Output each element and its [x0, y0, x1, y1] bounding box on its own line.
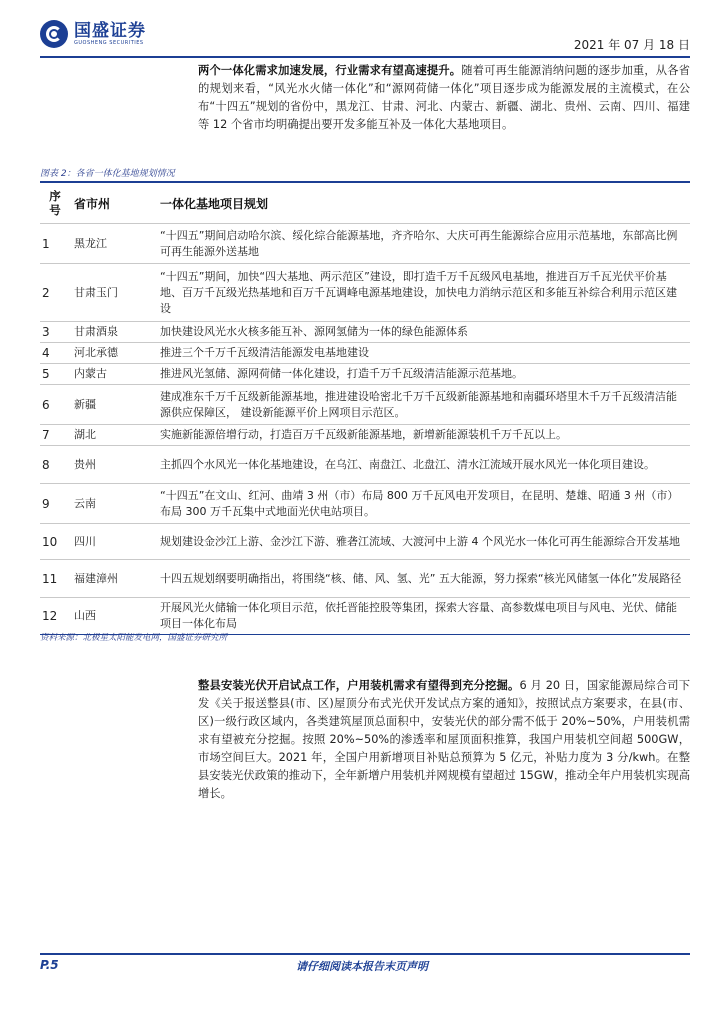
integration-base-table — [40, 181, 690, 635]
row-province: 四川 — [74, 534, 96, 548]
row-plan: 加快建设风光水火核多能互补、源网氢储为一体的绿色能源体系 — [160, 325, 468, 338]
row-no: 8 — [42, 457, 50, 472]
row-plan: “十四五”在文山、红河、曲靖 3 州（市）布局 800 万千瓦风电开发项目，在昆明、楚雄、昭通 3 州（市）布局 300 万千瓦集中式地面光伏电站项目。 — [160, 488, 679, 518]
row-plan: 规划建设金沙江上游、金沙江下游、雅砻江流域、大渡河中上游 4 个风光水一体化可再生能源综合开发基地 — [160, 534, 680, 548]
row-no: 12 — [42, 609, 58, 623]
table-row — [40, 425, 690, 446]
row-no: 11 — [42, 571, 58, 586]
row-province: 内蒙古 — [74, 367, 107, 380]
page-header — [40, 20, 690, 56]
row-no: 6 — [42, 397, 50, 412]
brand-name-en: GUOSHENG SECURITIES — [74, 40, 144, 46]
row-plan: “十四五”期间启动哈尔滨、绥化综合能源基地，齐齐哈尔、大庆可再生能源综合应用示范基地，东部高比例可再生能源外送基地 — [160, 228, 678, 258]
report-date: 2021 年 07 月 18 日 — [573, 38, 690, 52]
header-plan: 一体化基地项目规划 — [160, 196, 269, 211]
row-no: 9 — [42, 496, 50, 511]
page-number: P.5 — [40, 958, 59, 972]
figure-source: 资料来源：北极星太阳能发电网，国盛证券研究所 — [40, 633, 228, 643]
table-row — [40, 264, 690, 322]
row-province: 甘肃酒泉 — [74, 325, 118, 338]
row-no: 1 — [42, 236, 50, 251]
paragraph-body: 随着可再生能源消纳问题的逐步加重，从各省的规划来看，“风光水火储一体化”和“源网荷储一体化”项目逐步成为能源发展的主流模式，在公布“十四五”规划的省份中，黑龙江、甘肃、河北、内蒙古、新疆、湖北、贵州、云南、四川、福建等 12 个省市均明确提出要开发多能互补及一体化大基地项目。 — [198, 64, 690, 131]
brand-name-cn: 国盛证券 — [74, 21, 146, 41]
row-no: 5 — [42, 367, 50, 381]
row-province: 甘肃玉门 — [74, 285, 118, 299]
brand-logo — [40, 20, 146, 48]
table-row — [40, 446, 690, 484]
figure-caption: 图表 2：各省一体化基地规划情况 — [40, 169, 175, 179]
table-row — [40, 598, 690, 635]
row-no: 7 — [42, 428, 50, 442]
table-header-row — [40, 183, 690, 224]
header-no: 序号 — [49, 189, 61, 217]
row-plan: 建成准东千万千瓦级新能源基地，推进建设哈密北千万千瓦级新能源基地和南疆环塔里木千万千瓦级清洁能源供应保障区， 建设新能源平价上网项目示范区。 — [160, 389, 677, 419]
row-plan: 主抓四个水风光一体化基地建设，在乌江、南盘江、北盘江、清水江流域开展水风光一体化项目建设。 — [160, 457, 655, 471]
row-no: 4 — [42, 346, 50, 360]
row-plan: 推进风光氢储、源网荷储一体化建设，打造千万千瓦级清洁能源示范基地。 — [160, 367, 523, 380]
table-row — [40, 524, 690, 560]
row-no: 3 — [42, 325, 50, 339]
footer-disclaimer: 请仔细阅读本报告末页声明 — [296, 960, 428, 973]
table-row — [40, 343, 690, 364]
row-province: 福建漳州 — [74, 571, 118, 585]
paragraph-rooftop-pv — [198, 677, 690, 803]
brand-logo-icon — [40, 20, 68, 48]
header-province: 省市州 — [74, 196, 111, 211]
row-province: 云南 — [74, 496, 96, 510]
table-row — [40, 560, 690, 598]
table-row — [40, 364, 690, 385]
row-plan: 推进三个千万千瓦级清洁能源发电基地建设 — [160, 346, 369, 359]
row-province: 河北承德 — [74, 346, 118, 359]
row-province: 贵州 — [74, 457, 96, 471]
paragraph-lead: 两个一体化需求加速发展，行业需求有望高速提升。 — [198, 64, 462, 77]
header-rule — [40, 56, 690, 58]
row-plan: 十四五规划纲要明确指出，将围绕“核、储、风、氢、光” 五大能源，努力探索“核光风储氢一体化”发展路径 — [160, 571, 682, 585]
paragraph-integration-demand — [198, 62, 690, 134]
row-no: 2 — [42, 285, 50, 300]
footer-rule — [40, 953, 690, 955]
row-plan: 实施新能源倍增行动，打造百万千瓦级新能源基地，新增新能源装机千万千瓦以上。 — [160, 428, 567, 441]
row-plan: 开展风光火储输一体化项目示范，依托晋能控股等集团，探索大容量、高参数煤电项目与风电、光伏、储能项目一体化布局 — [160, 601, 677, 630]
row-province: 湖北 — [74, 428, 96, 441]
paragraph-lead: 整县安装光伏开启试点工作，户用装机需求有望得到充分挖掘。 — [198, 679, 520, 692]
table-row — [40, 385, 690, 425]
row-province: 黑龙江 — [74, 236, 107, 250]
table-row — [40, 484, 690, 524]
row-province: 新疆 — [74, 397, 96, 411]
row-no: 10 — [42, 534, 58, 549]
paragraph-body: 6 月 20 日，国家能源局综合司下发《关于报送整县(市、区)屋顶分布式光伏开发试点方案的通知》，按照试点方案要求，在县(市、区)一级行政区域内，各类建筑屋顶总面积中，安装光伏的部分需不低于 20%~50%，户用装机需求有望被充分挖掘。按照 20%~50%的渗透率和屋顶面积推算，我国户用装机空间超 500GW，市场空间巨大。2021 年，全国户用新增项目补贴总预算为 5 亿元，补贴力度为 3 分/kwh。在整县安装光伏政策的推动下，全年新增户用装机并网规模有望超过 15GW，推动全年户用装机实现高增长。 — [198, 679, 690, 800]
row-province: 山西 — [74, 609, 96, 622]
row-plan: “十四五”期间，加快“四大基地、两示范区”建设，即打造千万千瓦级风电基地，推进百万千瓦光伏平价基地、百万千瓦级光热基地和百万千瓦调峰电源基地建设，加快电力消纳示范区和多能互补综合利用示范区建设 — [160, 269, 677, 315]
table-row — [40, 322, 690, 343]
table-row — [40, 224, 690, 264]
